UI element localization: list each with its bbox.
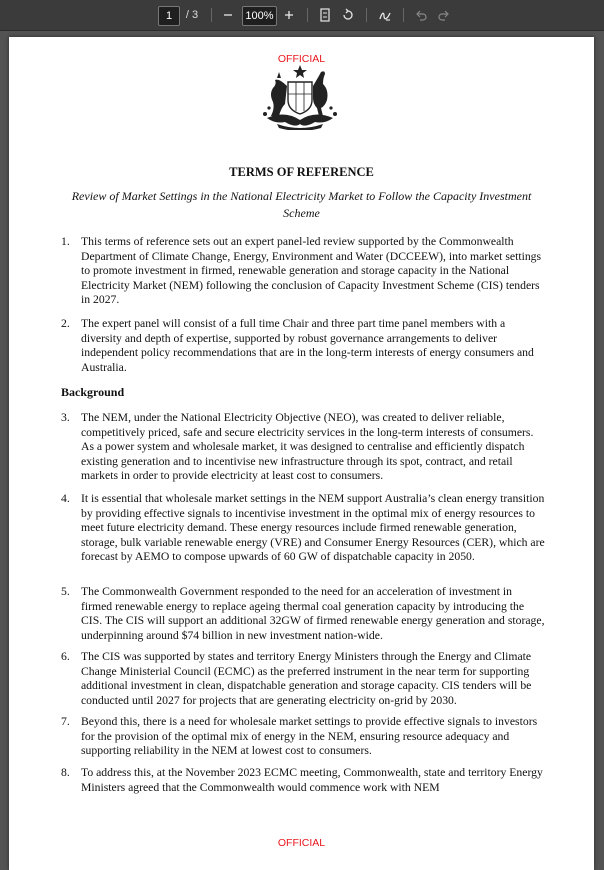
document-subtitle: Review of Market Settings in the National Electricity Market to Follow the Capacity Investment Scheme (71, 189, 532, 220)
coat-of-arms-emblem (255, 64, 345, 130)
plus-icon (284, 10, 294, 20)
zoom-level-input[interactable]: 100% (242, 6, 277, 26)
toolbar-divider (211, 8, 212, 22)
toolbar-divider (366, 8, 367, 22)
page-count: / 3 (185, 9, 199, 21)
page-number-input[interactable]: 1 (158, 6, 180, 26)
list-item (61, 650, 546, 708)
item-text: To address this, at the November 2023 ECMC meeting, Commonwealth, state and territory Energy Ministers agreed that the Commonwealth would commence work with NEM (81, 766, 543, 794)
redo-icon (438, 9, 450, 21)
draw-icon (378, 8, 392, 22)
item-number: 6. (61, 650, 70, 663)
item-text: This terms of reference sets out an expert panel-led review supported by the Commonwealth Department of Climate Change, Energy, Environment and Water (DCCEEW), into market settings to promote investment in firmed, renewable generation and storage capacity in the National Electricity Market (NEM) following the conclusion of Capacity Investment Scheme (CIS) tenders in 2027. (81, 235, 542, 306)
pdf-toolbar (0, 0, 604, 31)
minus-icon (223, 10, 233, 20)
toolbar-divider (307, 8, 308, 22)
list-item (61, 715, 546, 759)
classification-label-top: OFFICIAL (277, 53, 326, 65)
fit-page-button[interactable] (315, 5, 335, 25)
list-item (61, 766, 546, 795)
zoom-in-button[interactable] (279, 5, 299, 25)
item-number: 7. (61, 715, 70, 728)
section-heading: Background (61, 385, 125, 399)
item-number: 1. (61, 235, 70, 248)
rotate-icon (341, 8, 355, 22)
item-text: The expert panel will consist of a full time Chair and three part time panel members with a diversity and depth of expertise, supported by robust governance arrangements to deliver independent policy recommendations that are in the long-term interests of energy consumers and Australia. (81, 317, 534, 374)
undo-icon (415, 9, 427, 21)
item-number: 3. (61, 411, 70, 424)
item-number: 5. (61, 585, 70, 598)
undo-button[interactable] (411, 5, 431, 25)
zoom-out-button[interactable] (218, 5, 238, 25)
list-item (61, 492, 546, 565)
list-item (61, 411, 546, 484)
item-text: The Commonwealth Government responded to the need for an acceleration of investment in firmed renewable energy to replace ageing thermal coal generation capacity by introducing the CIS. The CIS will support an additional 32GW of firmed renewable energy generation and storage, underpinning around $74 billion in new investment nation-wide. (81, 585, 545, 642)
classification-label-bottom: OFFICIAL (277, 837, 326, 849)
rotate-button[interactable] (338, 5, 358, 25)
document-page (9, 37, 594, 870)
item-text: It is essential that wholesale market settings in the NEM support Australia’s clean energy transition by providing effective signals to incentivise investment in the optimal mix of energy resources to meet future electricity demand. These energy resources include firmed renewable generation, storage, bulk variable renewable energy (VRE) and Consumer Energy Resources (CER), which are forecast by AEMO to compose upwards of 60 GW of dispatchable capacity in 2050. (81, 492, 545, 563)
list-item (61, 317, 546, 375)
item-text: The NEM, under the National Electricity Objective (NEO), was created to deliver reliable, competitively priced, safe and secure electricity services in the long-term interests of consumers. As a power system and wholesale market, it was designed to centralise and efficiently dispatch existing generation and to incentivise new infrastructure through its spot, contract, and retail markets in order to provide electricity at least cost to consumers. (81, 411, 534, 482)
draw-button[interactable] (375, 5, 395, 25)
list-item (61, 585, 546, 643)
item-text: Beyond this, there is a need for wholesale market settings to provide effective signals to investors for the provision of the optimal mix of energy in the NEM, ensuring resource adequacy and supporting reliability in the NEM at lowest cost to consumers. (81, 715, 538, 757)
item-number: 4. (61, 492, 70, 505)
item-number: 2. (61, 317, 70, 330)
document-title: TERMS OF REFERENCE (229, 165, 374, 179)
item-text: The CIS was supported by states and territory Energy Ministers through the Energy and Climate Change Ministerial Council (ECMC) as the preferred instrument in the near term for supporting additional investment in clean, dispatchable generation and storage capacity. CIS tenders will be conducted until 2027 for projects that are generating electricity on-grid by 2030. (81, 650, 532, 707)
fit-page-icon (319, 8, 331, 22)
toolbar-divider (403, 8, 404, 22)
list-item (61, 235, 546, 308)
item-number: 8. (61, 766, 70, 779)
redo-button[interactable] (434, 5, 454, 25)
